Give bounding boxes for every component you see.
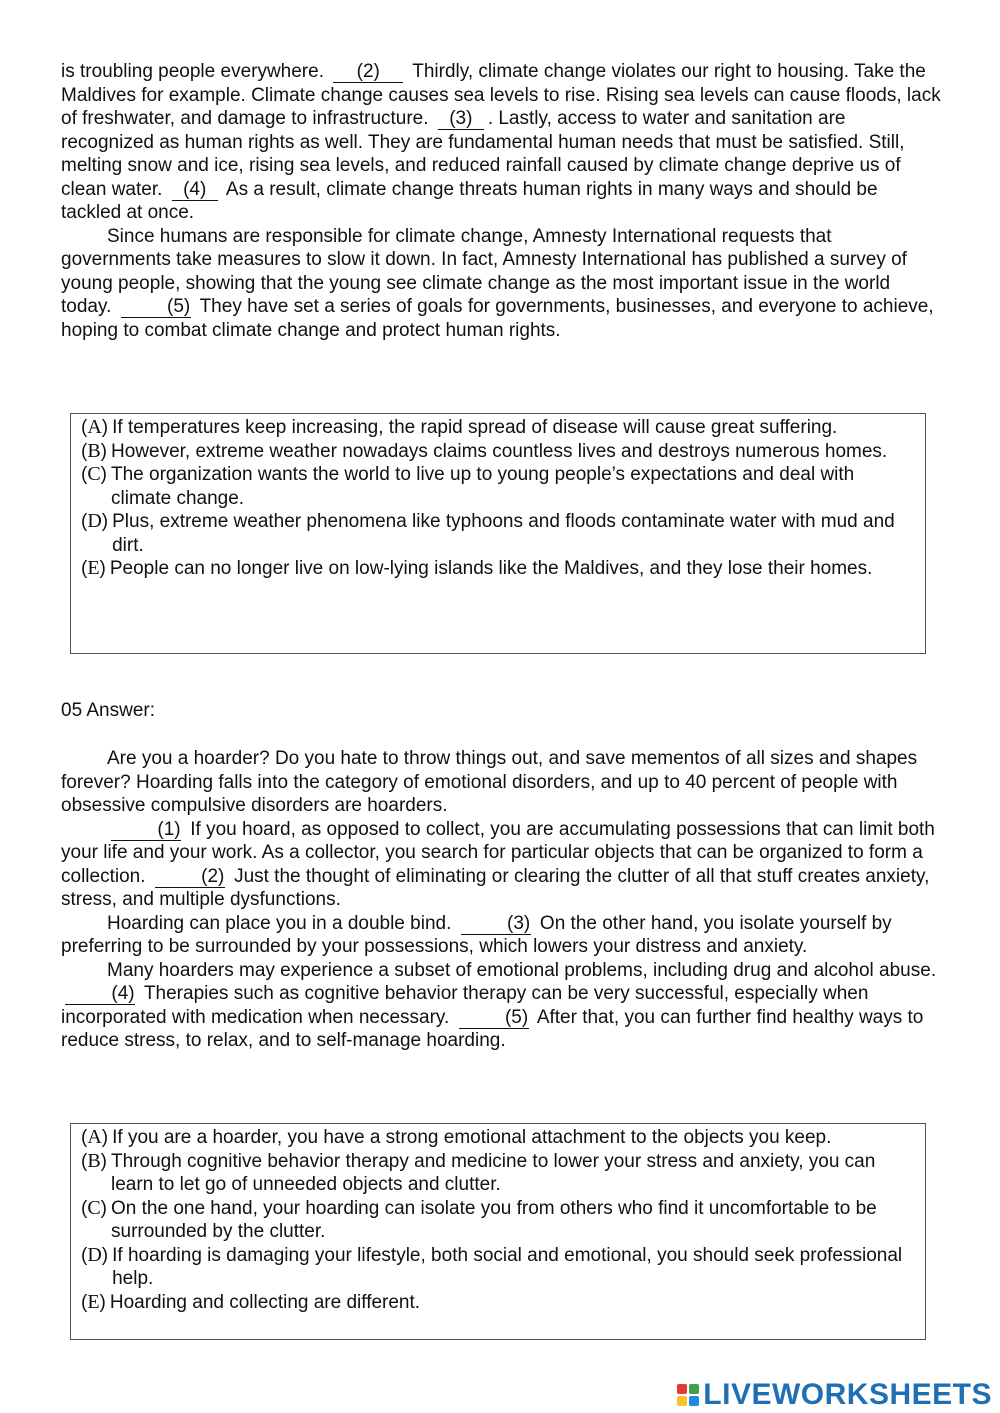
answer-label: 05 Answer: <box>61 700 155 721</box>
liveworksheets-logo[interactable] <box>677 1378 992 1412</box>
passage-2-paragraph-4: Many hoarders may experience a subset of emotional problems, including drug and alcohol abuse. (4) Therapies such as cognitive behavior therapy can be very successful, especially when incorporated with medication when necessary. (5) After that, you can further find healthy ways to reduce stress, to relax, and to self-manage hoarding. <box>61 959 937 1051</box>
option-b: (B) However, extreme weather nowadays claims countless lives and destroys numerous homes. <box>81 439 888 462</box>
option-e: (E) Hoarding and collecting are different. <box>81 1290 421 1313</box>
blank-2b[interactable]: (2) <box>155 867 225 888</box>
option-c: (C) The organization wants the world to live up to young people’s expectations and deal with climate change. <box>81 463 855 509</box>
passage-1-paragraph-1: is troubling people everywhere. (2) Thirdly, climate change violates our right to housing. Take the Maldives for example. Climate change causes sea levels to rise. Rising sea levels can cause floods, lack of freshwater, and damage to infrastructure. (3) . Lastly, access to water and sanitation are recognized as human rights as well. They are fundamental human needs that must be satisfied. Still, melting snow and ice, rising sea levels, and reduced rainfall caused by climate change deprive us of clean water. (4) As a result, climate change threats human rights in many ways and should be tackled at once. <box>61 61 941 223</box>
blank-2[interactable]: (2) <box>333 62 403 83</box>
option-b: (B) Through cognitive behavior therapy and medicine to lower your stress and anxiety, you can learn to let go of unneeded objects and clutter. <box>81 1149 876 1195</box>
option-e: (E) People can no longer live on low-lying islands like the Maldives, and they lose their homes. <box>81 557 873 579</box>
passage-2 <box>61 747 941 1053</box>
blank-4[interactable]: (4) <box>172 180 218 201</box>
passage-1-paragraph-2: Since humans are responsible for climate change, Amnesty International requests that governments take measures to slow it down. In fact, Amnesty International has published a survey of young people, showing that the young see climate change as the most important issue in the world today. (5) They have set a series of goals for governments, businesses, and everyone to achieve, hoping to combat climate change and protect human rights. <box>61 225 934 341</box>
option-d: (D) If hoarding is damaging your lifestyle, both social and emotional, you should seek professional help. <box>81 1243 903 1289</box>
passage-1 <box>61 60 941 342</box>
option-a: (A) If you are a hoarder, you have a strong emotional attachment to the objects you keep. <box>81 1126 832 1148</box>
passage-2-paragraph-2: (1) If you hoard, as opposed to collect, you are accumulating possessions that can limit both your life and your work. As a collector, you search for particular objects that can be organized to form a collection. (2) Just the thought of eliminating or clearing the clutter of all that stuff creates anxiety, stress, and multiple dysfunctions. <box>61 818 935 910</box>
blank-5b[interactable]: (5) <box>459 1008 529 1029</box>
option-d: (D) Plus, extreme weather phenomena like typhoons and floods contaminate water with mud and dirt. <box>81 510 895 556</box>
logo-icon <box>677 1384 699 1406</box>
blank-3b[interactable]: (3) <box>461 914 531 935</box>
options-box-1 <box>70 413 926 654</box>
blank-5[interactable]: (5) <box>121 297 191 318</box>
options-box-2 <box>70 1123 926 1340</box>
blank-1[interactable]: (1) <box>111 820 181 841</box>
blank-3[interactable]: (3) <box>438 109 484 130</box>
passage-2-paragraph-3: Hoarding can place you in a double bind. (3) On the other hand, you isolate yourself by preferring to be surrounded by your possessions, which lowers your distress and anxiety. <box>61 912 892 957</box>
logo-text: LIVEWORKSHEETS <box>703 1378 992 1411</box>
option-c: (C) On the one hand, your hoarding can isolate you from others who find it uncomfortable to be surrounded by the clutter. <box>81 1196 877 1242</box>
option-a: (A) If temperatures keep increasing, the rapid spread of disease will cause great suffering. <box>81 416 838 438</box>
blank-4b[interactable]: (4) <box>65 984 135 1005</box>
passage-2-paragraph-1: Are you a hoarder? Do you hate to throw things out, and save mementos of all sizes and shapes forever? Hoarding falls into the category of emotional disorders, and up to 40 percent of people with obsessive compulsive disorders are hoarders. <box>61 748 918 816</box>
